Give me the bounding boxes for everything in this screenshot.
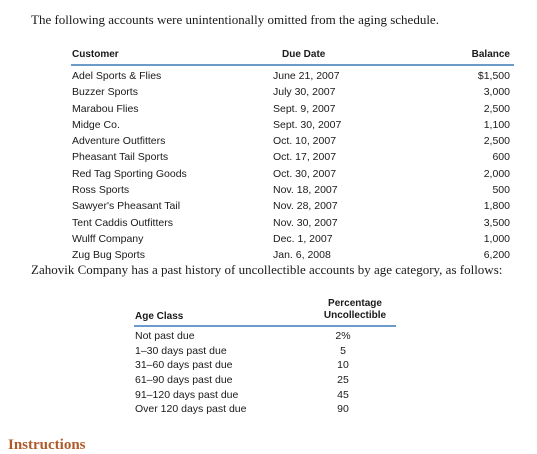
percentage-cell: 25	[337, 374, 349, 387]
balance-cell: 6,200	[483, 249, 510, 262]
due-date-cell: Sept. 30, 2007	[273, 118, 342, 131]
customer-cell: Adel Sports & Flies	[72, 70, 162, 82]
header-customer: Customer	[72, 49, 119, 60]
customer-cell: Sawyer's Pheasant Tail	[72, 200, 181, 213]
table-row	[71, 134, 514, 150]
table-row	[71, 216, 514, 232]
header-percentage-line2: Uncollectible	[323, 310, 387, 321]
age-table-body	[134, 327, 396, 418]
percentage-cell: 10	[337, 359, 349, 372]
age-class-cell: 1–30 days past due	[135, 344, 227, 357]
customer-cell: Midge Co.	[72, 118, 120, 131]
age-class-table	[134, 295, 396, 418]
balance-cell: 600	[492, 151, 510, 164]
table-row	[71, 199, 514, 215]
balance-cell: 3,000	[483, 86, 510, 99]
table-row	[71, 85, 514, 101]
customer-cell: Ross Sports	[72, 184, 130, 197]
customer-cell: Red Tag Sporting Goods	[72, 167, 187, 180]
table-row	[134, 389, 396, 404]
percentage-cell: 45	[337, 388, 349, 401]
due-date-cell: Sept. 9, 2007	[273, 102, 336, 115]
due-date-cell: Nov. 30, 2007	[273, 216, 338, 229]
header-balance: Balance	[471, 49, 510, 60]
percentage-cell: 5	[340, 344, 346, 357]
customer-cell: Zug Bug Sports	[72, 249, 145, 262]
due-date-cell: Nov. 28, 2007	[273, 200, 338, 213]
due-date-cell: June 21, 2007	[273, 70, 340, 82]
balance-cell: 3,500	[483, 216, 510, 229]
history-paragraph: Zahovik Company has a past history of uncollectible accounts by age category, as follows:	[31, 262, 503, 277]
table-row	[134, 345, 396, 360]
customer-cell: Wulff Company	[72, 232, 144, 245]
due-date-cell: Jan. 6, 2008	[273, 249, 331, 262]
intro-paragraph: The following accounts were unintentionally omitted from the aging schedule.	[31, 12, 439, 27]
due-date-cell: Oct. 10, 2007	[273, 135, 337, 148]
table-row	[71, 150, 514, 166]
header-age-class: Age Class	[135, 311, 184, 322]
percentage-cell: 2%	[335, 330, 351, 342]
customer-cell: Adventure Outfitters	[72, 135, 166, 148]
age-class-cell: 61–90 days past due	[135, 374, 233, 387]
balance-cell: $1,500	[477, 70, 510, 82]
due-date-cell: Nov. 18, 2007	[273, 184, 338, 197]
table-row	[134, 359, 396, 374]
due-date-cell: July 30, 2007	[273, 86, 336, 99]
customer-cell: Pheasant Tail Sports	[72, 151, 169, 164]
table-row	[71, 167, 514, 183]
age-class-cell: 31–60 days past due	[135, 359, 233, 372]
due-date-cell: Oct. 17, 2007	[273, 151, 337, 164]
balance-cell: 2,500	[483, 102, 510, 115]
accounts-table-body	[71, 66, 514, 265]
table-row	[71, 102, 514, 118]
table-row	[134, 330, 396, 345]
age-table-header	[134, 295, 396, 325]
table-row	[71, 69, 514, 85]
table-row	[71, 183, 514, 199]
customer-cell: Marabou Flies	[72, 102, 139, 115]
balance-cell: 1,100	[483, 118, 510, 131]
age-class-cell: Not past due	[135, 330, 195, 342]
table-row	[71, 118, 514, 134]
balance-cell: 2,000	[483, 167, 510, 180]
due-date-cell: Oct. 30, 2007	[273, 167, 337, 180]
customer-cell: Tent Caddis Outfitters	[72, 216, 173, 229]
accounts-table-header	[71, 47, 514, 64]
balance-cell: 500	[492, 184, 510, 197]
table-row	[134, 374, 396, 389]
due-date-cell: Dec. 1, 2007	[273, 232, 333, 245]
table-row	[134, 403, 396, 418]
header-percentage-line1: Percentage	[328, 298, 382, 309]
instructions-heading: Instructions	[8, 437, 86, 453]
balance-cell: 1,000	[483, 232, 510, 245]
age-class-cell: 91–120 days past due	[135, 388, 239, 401]
header-due-date: Due Date	[282, 49, 326, 60]
balance-cell: 2,500	[483, 135, 510, 148]
percentage-cell: 90	[337, 403, 349, 416]
table-row	[71, 232, 514, 248]
age-class-cell: Over 120 days past due	[135, 403, 247, 416]
balance-cell: 1,800	[483, 200, 510, 213]
customer-cell: Buzzer Sports	[72, 86, 138, 99]
accounts-table	[71, 47, 514, 265]
header-percentage	[320, 298, 390, 322]
